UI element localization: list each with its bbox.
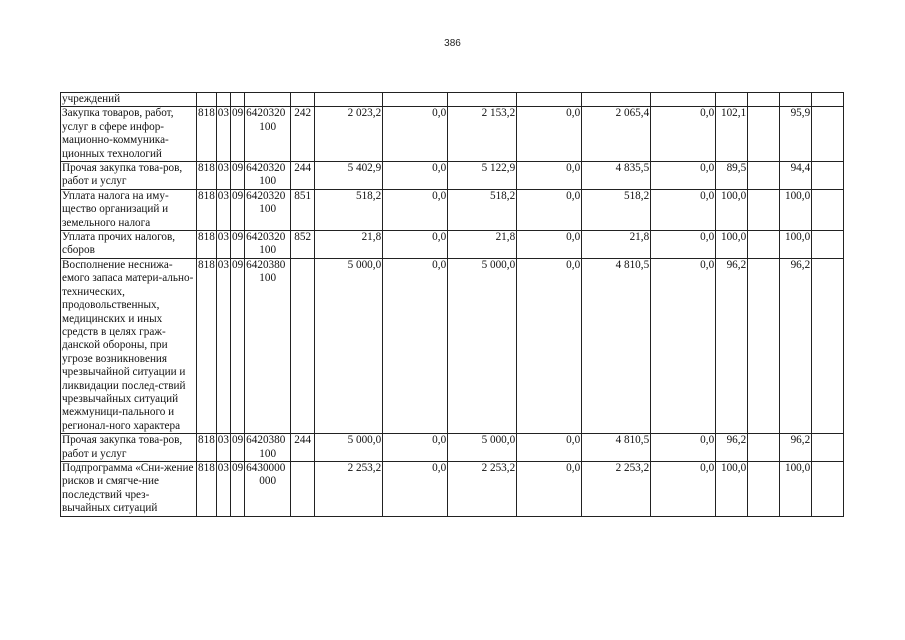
cell-v1: 2 023,2 [315,107,383,162]
cell-v5: 2 253,2 [582,461,651,516]
cell-v6: 0,0 [651,162,716,190]
cell-v3: 518,2 [448,189,517,230]
cell-v6: 0,0 [651,231,716,259]
cell-v6: 0,0 [651,461,716,516]
cell-v1: 21,8 [315,231,383,259]
cell-v4 [517,93,582,107]
cell-vr: 852 [291,231,315,259]
cell-gr: 818 [197,189,217,230]
cell-p1: 100,0 [716,461,748,516]
row-name: Прочая закупка това-ров, работ и услуг [61,162,197,190]
table-row [61,231,844,259]
cell-v1: 5 000,0 [315,434,383,462]
cell-gr: 818 [197,107,217,162]
cell-v1: 5 000,0 [315,258,383,433]
row-name: Подпрограмма «Сни-жение рисков и смягче-ние последствий чрез-вычайных ситуаций [61,461,197,516]
cell-p2 [748,162,780,190]
cell-p3: 95,9 [780,107,812,162]
table-row [61,107,844,162]
cell-rz: 03 [216,162,230,190]
cell-v3: 21,8 [448,231,517,259]
cell-p4 [812,258,844,433]
code-part-1: 6420320 [246,107,286,120]
cell-pr: 09 [230,189,244,230]
cell-gr: 818 [197,258,217,433]
cell-v4: 0,0 [517,189,582,230]
cell-v4: 0,0 [517,461,582,516]
row-name: Восполнение неснижа-емого запаса матери-ально-технических, продовольственных, медицинских и иных средств в целях граж-данской обороны, при угрозе возникновения чрезвычайной ситуации и ликвидации послед-ствий чрезвычайных ситуаций межмуници-пального и регионал-ного характера [61,258,197,433]
cell-v3 [448,93,517,107]
cell-p3: 100,0 [780,461,812,516]
cell-pr: 09 [230,231,244,259]
cell-p1 [716,93,748,107]
cell-v6 [651,93,716,107]
cell-v2: 0,0 [383,189,448,230]
cell-v5: 2 065,4 [582,107,651,162]
cell-p2 [748,258,780,433]
cell-p4 [812,434,844,462]
cell-p3 [780,93,812,107]
cell-v5: 4 835,5 [582,162,651,190]
cell-v1: 5 402,9 [315,162,383,190]
cell-cs [245,189,291,230]
cell-gr: 818 [197,434,217,462]
cell-pr: 09 [230,107,244,162]
cell-p2 [748,107,780,162]
cell-gr [197,93,217,107]
cell-vr: 851 [291,189,315,230]
cell-rz: 03 [216,258,230,433]
cell-vr [291,461,315,516]
cell-p1: 100,0 [716,189,748,230]
cell-rz [216,93,230,107]
table-row [61,162,844,190]
cell-p1: 96,2 [716,258,748,433]
cell-cs [245,434,291,462]
code-part-2: 100 [259,272,277,285]
cell-p1: 102,1 [716,107,748,162]
cell-v3: 5 000,0 [448,434,517,462]
cell-v2: 0,0 [383,231,448,259]
cell-v4: 0,0 [517,434,582,462]
cell-vr [291,93,315,107]
cell-v4: 0,0 [517,258,582,433]
code-part-1: 6420380 [246,258,286,271]
cell-gr: 818 [197,461,217,516]
cell-v4: 0,0 [517,107,582,162]
cell-v1 [315,93,383,107]
code-part-1: 6430000 [246,461,286,474]
cell-cs [245,461,291,516]
cell-v5: 518,2 [582,189,651,230]
cell-p2 [748,461,780,516]
cell-p4 [812,231,844,259]
cell-v4: 0,0 [517,162,582,190]
cell-p1: 89,5 [716,162,748,190]
cell-p2 [748,189,780,230]
cell-rz: 03 [216,461,230,516]
cell-p3: 100,0 [780,189,812,230]
cell-p4 [812,189,844,230]
budget-table [60,92,844,517]
cell-p1: 100,0 [716,231,748,259]
code-part-1: 6420320 [246,231,286,244]
cell-vr: 244 [291,162,315,190]
cell-v2: 0,0 [383,258,448,433]
cell-v2: 0,0 [383,107,448,162]
cell-v2: 0,0 [383,434,448,462]
cell-p4 [812,107,844,162]
cell-gr: 818 [197,231,217,259]
cell-v3: 2 153,2 [448,107,517,162]
code-part-2: 100 [259,203,277,216]
table-row [61,258,844,433]
cell-v1: 2 253,2 [315,461,383,516]
code-part-2: 100 [259,120,277,133]
code-part-2: 100 [259,175,277,188]
cell-p3: 96,2 [780,258,812,433]
cell-cs [245,231,291,259]
cell-gr: 818 [197,162,217,190]
cell-v2 [383,93,448,107]
cell-v2: 0,0 [383,461,448,516]
cell-rz: 03 [216,434,230,462]
cell-p4 [812,461,844,516]
cell-v2: 0,0 [383,162,448,190]
code-part-2: 000 [259,475,277,488]
cell-v6: 0,0 [651,107,716,162]
row-name: Прочая закупка това-ров, работ и услуг [61,434,197,462]
cell-v4: 0,0 [517,231,582,259]
cell-v6: 0,0 [651,434,716,462]
cell-p2 [748,93,780,107]
cell-v5 [582,93,651,107]
row-name: Уплата налога на иму-щество организаций и земельного налога [61,189,197,230]
cell-pr [230,93,244,107]
cell-p3: 94,4 [780,162,812,190]
cell-cs [245,258,291,433]
cell-rz: 03 [216,107,230,162]
table-row [61,189,844,230]
cell-v3: 5 000,0 [448,258,517,433]
cell-p4 [812,162,844,190]
table-row [61,461,844,516]
code-part-1: 6420380 [246,434,286,447]
cell-cs [245,107,291,162]
cell-pr: 09 [230,434,244,462]
cell-rz: 03 [216,189,230,230]
cell-p2 [748,231,780,259]
cell-v3: 5 122,9 [448,162,517,190]
cell-p3: 100,0 [780,231,812,259]
cell-v1: 518,2 [315,189,383,230]
code-part-1: 6420320 [246,162,286,175]
cell-pr: 09 [230,258,244,433]
cell-v3: 2 253,2 [448,461,517,516]
cell-p4 [812,93,844,107]
cell-vr: 242 [291,107,315,162]
code-part-1: 6420320 [246,189,286,202]
code-part-2: 100 [259,447,277,460]
cell-vr [291,258,315,433]
cell-cs [245,162,291,190]
cell-v5: 21,8 [582,231,651,259]
cell-rz: 03 [216,231,230,259]
cell-vr: 244 [291,434,315,462]
row-name: учреждений [61,93,197,107]
cell-p2 [748,434,780,462]
row-name: Закупка товаров, работ, услуг в сфере инфор-мационно-коммуника-ционных технологий [61,107,197,162]
cell-cs [245,93,291,107]
cell-pr: 09 [230,461,244,516]
row-name: Уплата прочих налогов, сборов [61,231,197,259]
cell-p3: 96,2 [780,434,812,462]
cell-v6: 0,0 [651,189,716,230]
cell-v5: 4 810,5 [582,434,651,462]
cell-pr: 09 [230,162,244,190]
cell-p1: 96,2 [716,434,748,462]
page-number: 386 [444,38,461,49]
code-part-2: 100 [259,244,277,257]
cell-v5: 4 810,5 [582,258,651,433]
table-body [61,93,844,517]
cell-v6: 0,0 [651,258,716,433]
table-row [61,434,844,462]
table-row-continuation [61,93,844,107]
